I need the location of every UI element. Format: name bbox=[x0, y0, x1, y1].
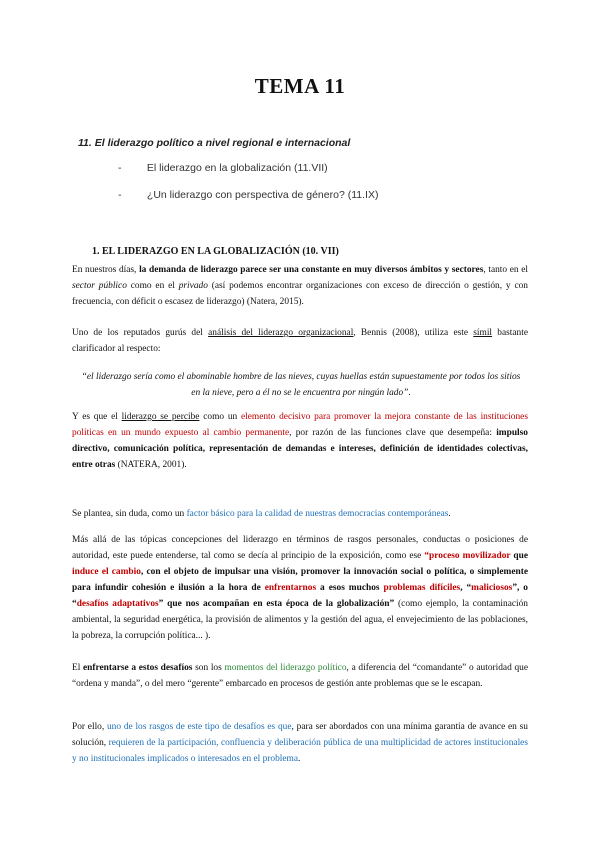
text-run-bold: que bbox=[510, 551, 528, 561]
text-run-bold: enfrentarse a estos desafíos bbox=[83, 663, 193, 673]
text-run-bold-red: desafíos adaptativos bbox=[76, 599, 159, 609]
text-run: Se plantea, sin duda, como un bbox=[72, 509, 187, 519]
text-run-underlined: símil bbox=[473, 328, 493, 338]
toc-item-label: ¿Un liderazgo con perspectiva de género? (11.IX) bbox=[146, 189, 379, 201]
text-run: , para ser abordados con una mínima garantía de avance en su solución, bbox=[72, 722, 528, 748]
paragraph bbox=[72, 262, 528, 310]
text-run: (así podemos encontrar organizaciones con exceso de dirección o gestión, y con frecuencia, con déficit o escasez de liderazgo) (Natera, 2015). bbox=[72, 281, 528, 307]
paragraph bbox=[72, 719, 528, 767]
text-run: . bbox=[298, 754, 301, 764]
subheading: 1. EL LIDERAZGO EN LA GLOBALIZACIÓN (10. VII) bbox=[92, 246, 339, 257]
toc-dash: - bbox=[118, 189, 122, 201]
text-run-italic: privado bbox=[178, 281, 208, 291]
text-run: En nuestros días, bbox=[72, 265, 140, 275]
text-run-blue: uno de los rasgos de este tipo de desafíos es que bbox=[106, 722, 292, 732]
paragraph bbox=[72, 532, 528, 644]
text-run-blue: factor básico para la calidad de nuestras democracias contemporáneas bbox=[186, 509, 449, 519]
text-run-bold-red: problemas difíciles bbox=[383, 583, 461, 593]
text-run-bold-red: induce el cambio bbox=[72, 567, 141, 577]
toc-item bbox=[118, 162, 328, 174]
text-run: como un bbox=[199, 412, 241, 422]
paragraph bbox=[72, 660, 528, 692]
text-run-bold: a esos muchos bbox=[316, 583, 384, 593]
text-run-bold: ”, o “ bbox=[72, 583, 528, 609]
text-run: Y es que el bbox=[72, 412, 122, 422]
text-run-bold: la demanda de liderazgo parece ser una constante en muy diversos ámbitos y sectores bbox=[139, 265, 484, 275]
text-run-underlined: liderazgo se percibe bbox=[121, 412, 200, 422]
paragraph bbox=[72, 325, 528, 357]
text-run: , a diferencia del “comandante” o autoridad que “ordena y manda”, o del mero “gerente” embarcado en procesos de gestión ante problemas que se le escapan. bbox=[72, 663, 528, 689]
text-run-bold-red: “proceso movilizador bbox=[424, 551, 511, 561]
text-run: bastante clarificador al respecto: bbox=[72, 328, 529, 354]
text-run: . bbox=[408, 388, 411, 398]
text-run: , Bennis (2008), utiliza este bbox=[353, 328, 474, 338]
text-run-italic: sector público bbox=[72, 281, 127, 291]
text-run: (como ejemplo, la contaminación ambiental, la seguridad energética, la provisión de alimentos y la gestión del agua, el envejecimiento de las poblaciones, la pobreza, la corrupción política... ). bbox=[72, 599, 528, 641]
quote-text: “el liderazgo sería como el abominable hombre de las nieves, cuyas huellas están supuestamente por todos los sitios en la nieve, pero a él no se le encuentra por ningún lado” bbox=[81, 372, 521, 398]
text-run: El bbox=[72, 663, 84, 673]
text-run-bold: impulso directivo, comunicación política, representación de demandas e intereses, definición de identidades colectivas, entre otras bbox=[72, 428, 528, 470]
text-run-underlined: análisis del liderazgo organizacional bbox=[208, 328, 354, 338]
text-run: como en el bbox=[126, 281, 179, 291]
text-run-red: elemento decisivo para promover la mejora constante de las instituciones políticas en un mundo expuesto al cambio permanente bbox=[72, 412, 528, 438]
paragraph bbox=[72, 409, 528, 473]
toc-item bbox=[118, 189, 378, 201]
text-run-bold-red: maliciosos bbox=[471, 583, 513, 593]
text-run-bold: ” que nos acompañan en esta época de la globalización” bbox=[158, 599, 395, 609]
text-run: Uno de los reputados gurús del bbox=[72, 328, 209, 338]
text-run: son los bbox=[192, 663, 225, 673]
text-run: , por razón de las funciones clave que desempeña: bbox=[289, 428, 497, 438]
toc-item-label: El liderazgo en la globalización (11.VII) bbox=[146, 162, 328, 174]
toc-dash: - bbox=[118, 162, 122, 174]
text-run-blue: requieren de la participación, confluencia y deliberación pública de una multiplicidad de actores institucionales y no institucionales implicados o interesados en el problema bbox=[72, 738, 528, 764]
text-run: Más allá de las tópicas concepciones del liderazgo en términos de rasgos personales, conductas o posiciones de autoridad, este puede entenderse, tal como se decía al principio de la exposición, como ese bbox=[72, 535, 528, 561]
text-run: Por ello, bbox=[72, 722, 107, 732]
text-run: . bbox=[448, 509, 451, 519]
text-run-bold: , “ bbox=[460, 583, 472, 593]
text-run: , tanto en el bbox=[483, 265, 529, 275]
paragraph bbox=[72, 506, 528, 522]
section-heading: 11. El liderazgo político a nivel regional e internacional bbox=[78, 137, 351, 149]
quote-block bbox=[78, 369, 524, 401]
text-run-green: momentos del liderazgo político bbox=[224, 663, 347, 673]
text-run-bold: , con el objeto de impulsar una visión, promover la innovación social o política, o simplemente para infundir cohesión e ilusión a la hora de bbox=[72, 567, 528, 593]
text-run-bold-red: enfrentarnos bbox=[264, 583, 317, 593]
text-run: (NATERA, 2001). bbox=[115, 460, 187, 470]
page-title: TEMA 11 bbox=[254, 74, 346, 98]
